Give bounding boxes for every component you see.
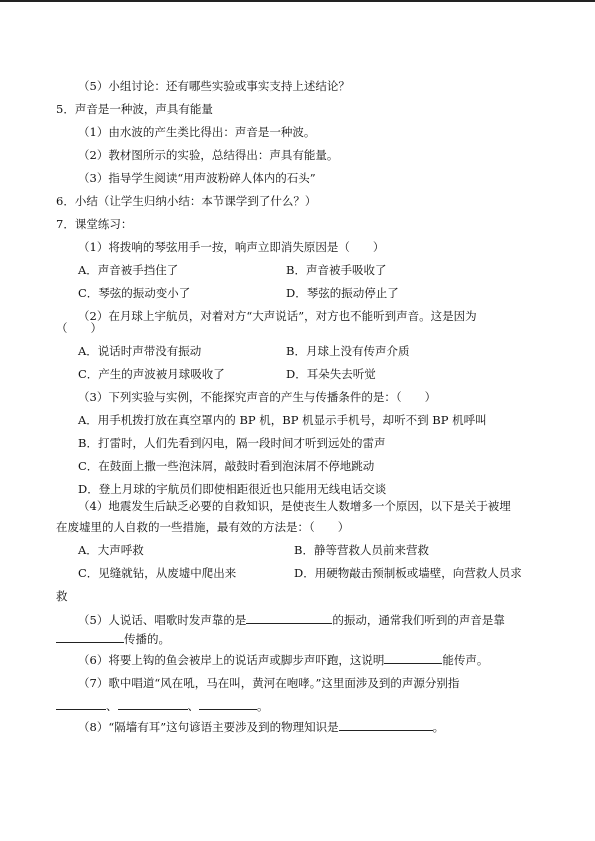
answer-blank[interactable] [246, 612, 332, 624]
question-2-continuation: （ ） [56, 321, 102, 335]
question-1-option-c: C．琴弦的振动变小了 [78, 286, 191, 300]
question-2: （2）在月球上宇航员，对着对方“大声说话”，对方也不能听到声音。这是因为 [78, 309, 477, 323]
question-7-blanks [56, 698, 269, 713]
question-8-text-1: （8）“隔墙有耳”这句谚语主要涉及到的物理知识是 [78, 720, 339, 734]
answer-blank[interactable] [118, 698, 188, 710]
text-line-discussion: （5）小组讨论：还有哪些实验或事实支持上述结论？ [78, 79, 350, 93]
question-5-continuation [56, 631, 170, 646]
question-6 [78, 652, 488, 667]
answer-blank[interactable] [199, 698, 257, 710]
question-1-option-a: A．声音被手挡住了 [78, 263, 179, 277]
text-line-energy: （2）教材图所示的实验，总结得出：声具有能量。 [78, 148, 339, 162]
question-3-option-a: A．用手机拨打放在真空罩内的 BP 机，BP 机显示手机号，却听不到 BP 机呼叫 [78, 413, 487, 427]
question-8 [78, 719, 444, 734]
question-1-option-d: D．琴弦的振动停止了 [286, 286, 399, 300]
question-5 [78, 612, 505, 627]
question-3-option-d: D．登上月球的宇航员们即使相距很近也只能用无线电话交谈 [78, 482, 387, 496]
question-4-option-a: A．大声呼救 [78, 543, 144, 557]
question-5-text-1: （5）人说话、唱歌时发声靠的是 [78, 613, 247, 627]
page-top-border [0, 0, 595, 2]
question-3-option-b: B．打雷时，人们先看到闪电，隔一段时间才听到远处的雷声 [78, 436, 386, 450]
answer-blank[interactable] [339, 719, 433, 731]
question-8-end: 。 [432, 720, 445, 734]
section-6-heading: 6．小结（让学生归纳小结：本节课学到了什么？） [56, 194, 317, 208]
question-5-text-3: 传播的。 [124, 632, 170, 646]
text-line-reading: （3）指导学生阅读“用声波粉碎人体内的石头” [78, 171, 316, 185]
section-5-heading: 5．声音是一种波，声具有能量 [56, 102, 213, 116]
answer-blank[interactable] [56, 631, 124, 643]
question-2-option-a: A．说话时声带没有振动 [78, 344, 202, 358]
question-3: （3）下列实验与实例，不能探究声音的产生与传播条件的是：（ ） [78, 390, 437, 404]
question-5-text-2: 的振动，通常我们听到的声音是靠 [332, 613, 505, 627]
question-7-end: 。 [257, 699, 269, 713]
question-2-option-b: B．月球上没有传声介质 [286, 344, 410, 358]
answer-blank[interactable] [56, 698, 106, 710]
question-1-option-b: B．声音被手吸收了 [286, 263, 387, 277]
question-7-separator: 、 [187, 699, 199, 713]
question-4-continuation: 在废墟里的人自救的一些措施，最有效的方法是：（ ） [56, 520, 350, 534]
text-line-wave: （1）由水波的产生类比得出：声音是一种波。 [78, 125, 316, 139]
answer-blank[interactable] [384, 652, 442, 664]
question-2-option-c: C．产生的声波被月球吸收了 [78, 367, 225, 381]
question-7-separator: 、 [106, 699, 118, 713]
question-4-option-d: D．用硬物敲击预制板或墙壁，向营救人员求 [294, 566, 522, 580]
section-7-heading: 7．课堂练习： [56, 217, 133, 231]
question-4-option-c: C．见缝就钻，从废墟中爬出来 [78, 566, 237, 580]
question-2-option-d: D．耳朵失去听觉 [286, 367, 376, 381]
question-7: （7）歌中唱道“风在吼，马在叫，黄河在咆哮。”这里面涉及到的声源分别指 [78, 676, 460, 690]
question-4: （4）地震发生后缺乏必要的自救知识，是使丧生人数增多一个原因，以下是关于被埋 [78, 499, 511, 513]
question-4-option-d-continuation: 救 [56, 589, 68, 603]
question-6-text-1: （6）将要上钩的鱼会被岸上的说话声或脚步声吓跑，这说明 [78, 653, 385, 667]
question-3-option-c: C．在鼓面上撒一些泡沫屑，敲鼓时看到泡沫屑不停地跳动 [78, 459, 375, 473]
question-1: （1）将拨响的琴弦用手一按，响声立即消失原因是（ ） [78, 240, 385, 254]
question-4-option-b: B．静等营救人员前来营救 [294, 543, 429, 557]
question-6-text-2: 能传声。 [442, 653, 489, 667]
